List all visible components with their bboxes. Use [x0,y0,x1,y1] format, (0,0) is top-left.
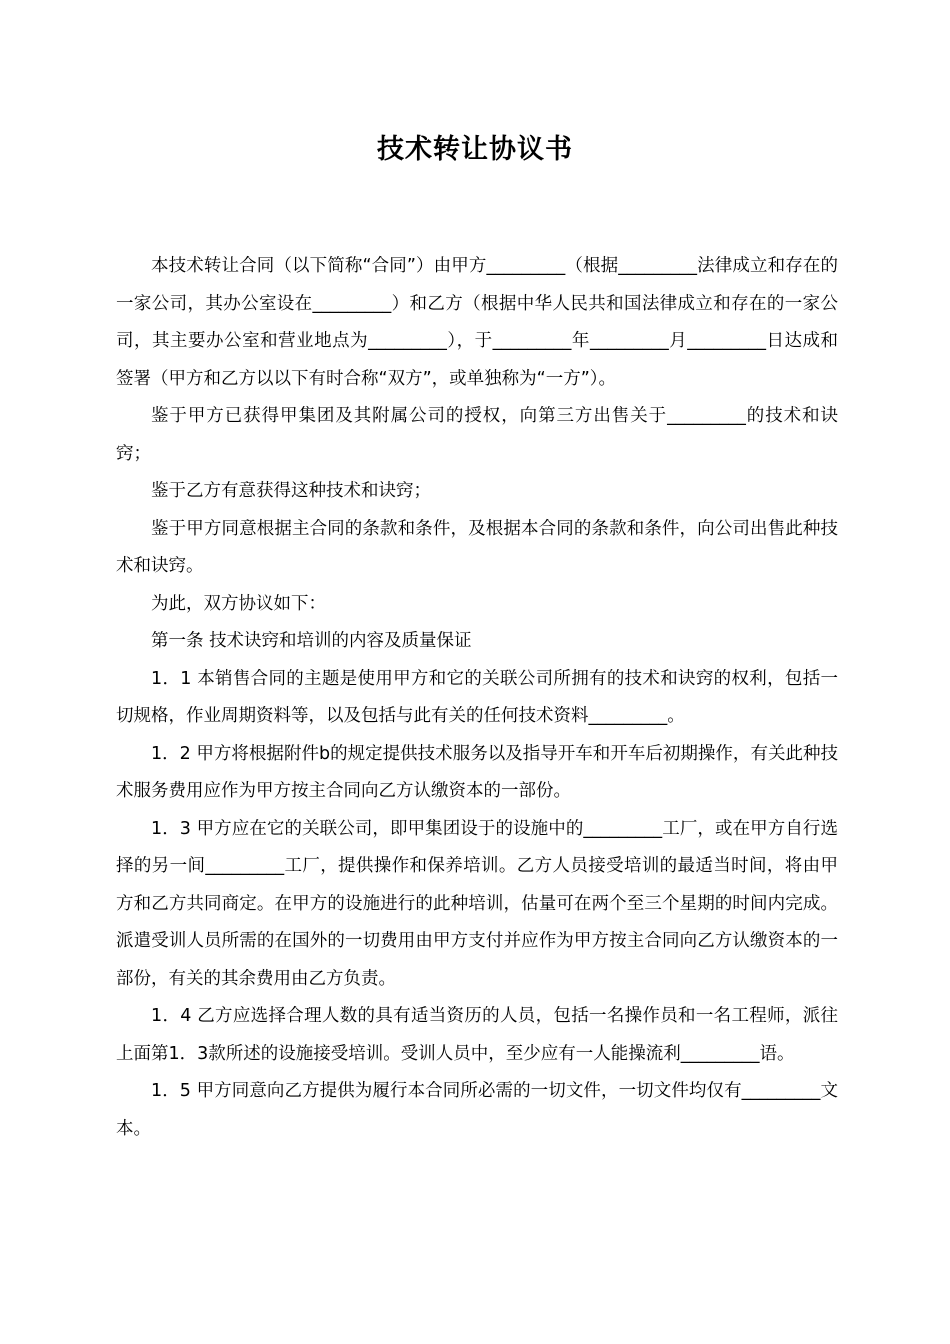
paragraph-preamble: 本技术转让合同（以下简称“合同”）由甲方_________（根据_________法律成立和存在的一家公司，其办公室设在_________）和乙方（根据中华人民共和国法律成立和存在的一家公司，其主要办公室和营业地点为_________），于_________年_________月_________日达成和签署（甲方和乙方以以下有时合称“双方”，或单独称为“一方”）。 [116,256,838,389]
paragraph-whereas-3: 鉴于甲方同意根据主合同的条款和条件，及根据本合同的条款和条件，向公司出售此种技术和诀窍。 [116,518,838,576]
paragraph-agreement: 为此，双方协议如下： [151,593,326,614]
paragraph-whereas-2: 鉴于乙方有意获得这种技术和诀窍； [151,481,431,501]
clause-1-5: 1．5 甲方同意向乙方提供为履行本合同所必需的一切文件，一切文件均仅有_________文本。 [116,1081,838,1139]
clause-1-3: 1．3 甲方应在它的关联公司，即甲集团设于的设施中的_________工厂，或在甲方自行选择的另一间_________工厂，提供操作和保养培训。乙方人员接受培训的最适当时间，将由甲方和乙方共同商定。在甲方的设施进行的此种培训，估量可在两个至三个星期的时间内完成。派遣受训人员所需的在国外的一切费用由甲方支付并应作为甲方按主合同向乙方认缴资本的一部份，有关的其余费用由乙方负责。 [116,818,838,989]
document-title: 技术转让协议书 [377,134,573,165]
clause-1-2: 1．2 甲方将根据附件b的规定提供技术服务以及指导开车和开车后初期操作，有关此种技术服务费用应作为甲方按主合同向乙方认缴资本的一部份。 [116,743,838,801]
paragraph-whereas-1: 鉴于甲方已获得甲集团及其附属公司的授权，向第三方出售关于_________的技术和诀窍； [116,406,838,464]
clause-1-1: 1．1 本销售合同的主题是使用甲方和它的关联公司所拥有的技术和诀窍的权利，包括一切规格，作业周期资料等，以及包括与此有关的任何技术资料_________。 [116,668,838,726]
document-body [116,248,838,1148]
clause-1-4: 1．4 乙方应选择合理人数的具有适当资历的人员，包括一名操作员和一名工程师，派往上面第1．3款所述的设施接受培训。受训人员中，至少应有一人能操流利_________语。 [116,1006,838,1064]
article-1-heading: 第一条 技术诀窍和培训的内容及质量保证 [151,631,472,651]
